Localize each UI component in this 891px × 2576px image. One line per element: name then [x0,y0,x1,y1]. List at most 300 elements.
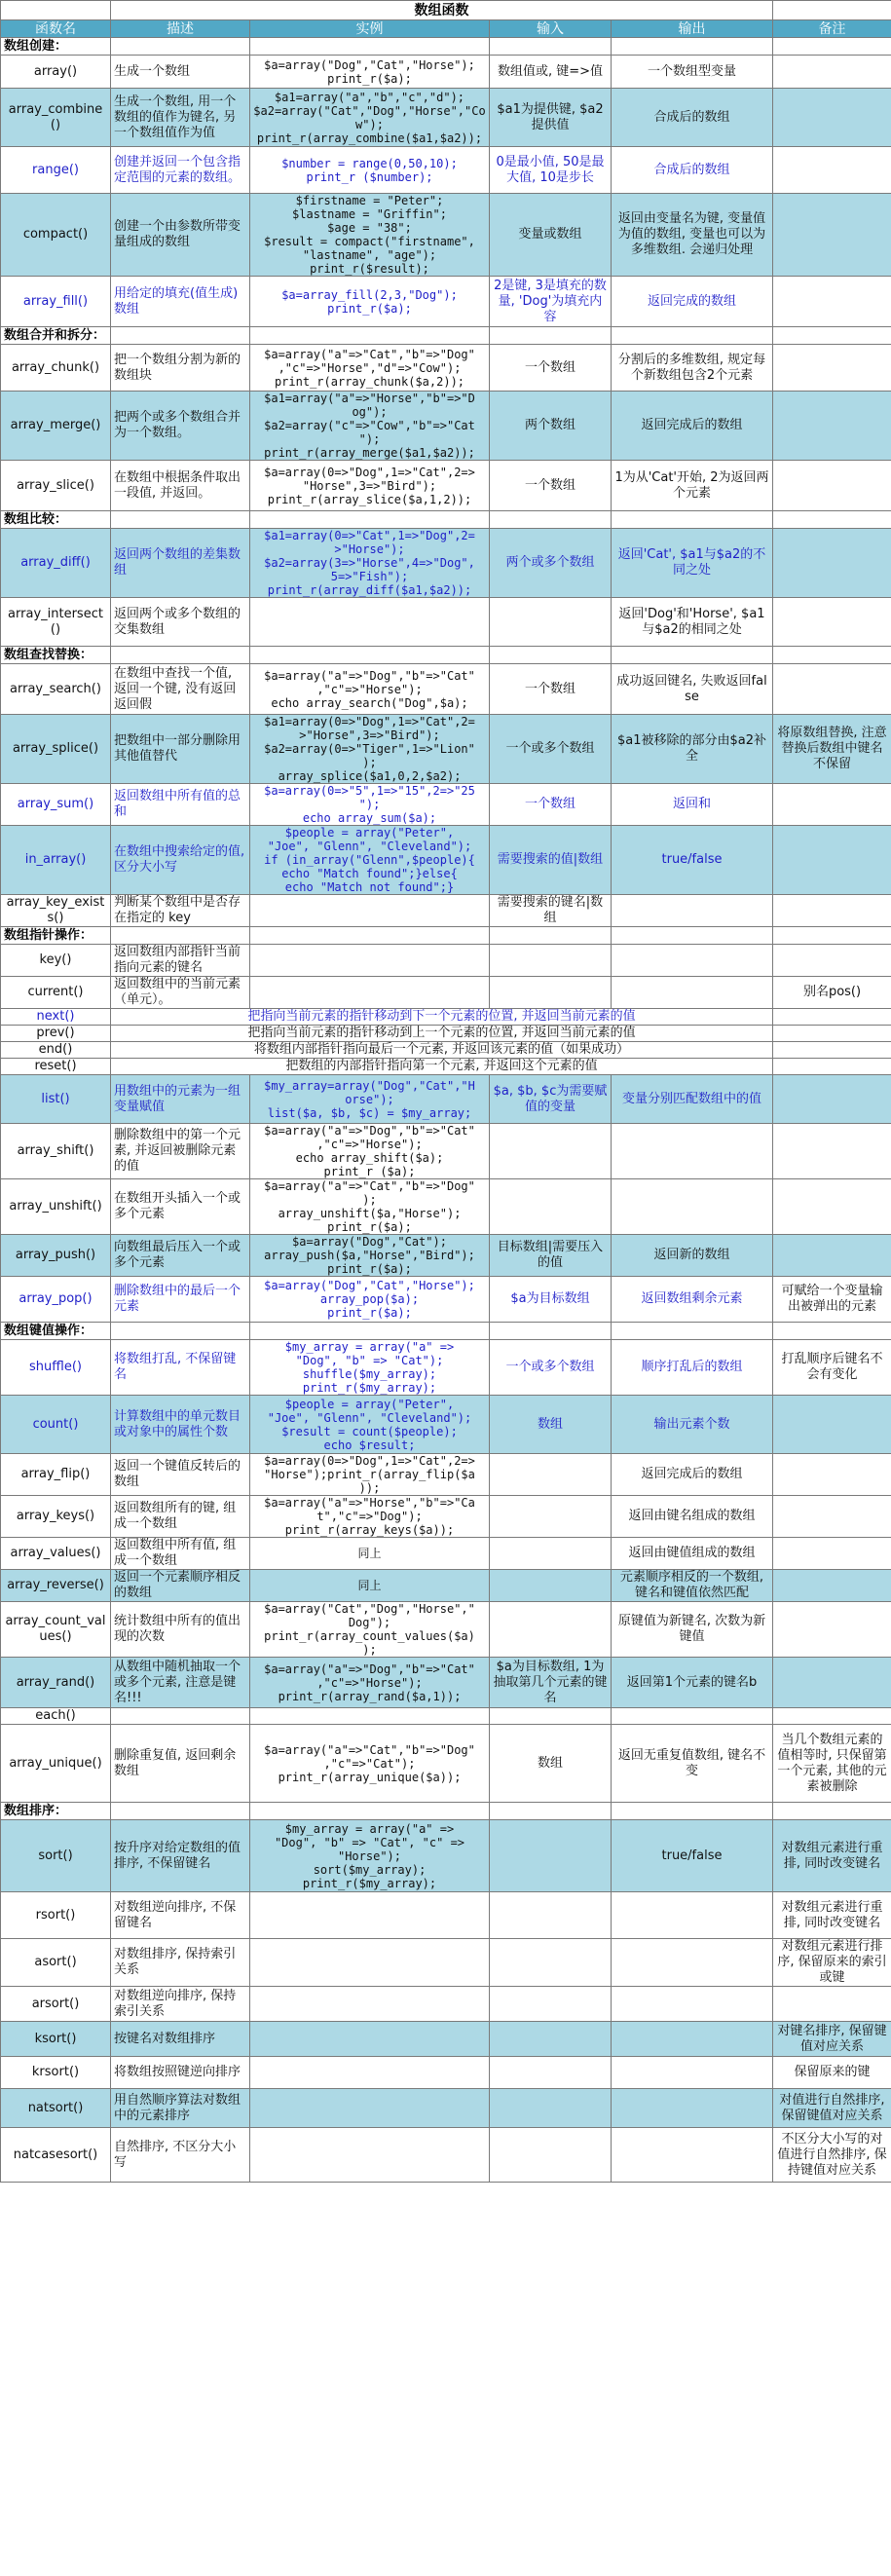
note-cell[interactable] [773,1496,891,1538]
input-cell[interactable] [490,1939,612,1987]
output-cell[interactable] [612,2022,773,2057]
example-cell[interactable]: $a=array(0=>"Dog",1=>"Cat",2=> "Horse",3=>"Bird"); print_r(array_slice($a,1,2)); [250,461,490,511]
description-cell[interactable]: 返回两个数组的差集数组 [111,529,250,598]
output-cell[interactable] [612,1124,773,1179]
output-cell[interactable] [612,2057,773,2089]
note-cell[interactable] [773,1396,891,1454]
function-name-cell[interactable]: asort() [1,1939,111,1987]
empty-cell[interactable] [490,1323,612,1340]
note-cell[interactable] [773,1026,891,1042]
description-cell[interactable]: 自然排序, 不区分大小写 [111,2128,250,2183]
input-cell[interactable]: 目标数组|需要压入的值 [490,1235,612,1277]
note-cell[interactable] [773,461,891,511]
function-name-cell[interactable]: array_flip() [1,1454,111,1496]
output-cell[interactable] [612,1708,773,1725]
note-cell[interactable] [773,392,891,461]
function-name-cell[interactable]: key() [1,945,111,977]
example-cell[interactable]: $people = array("Peter", "Joe", "Glenn", "Cleveland"); $result = count($people); echo $result; [250,1396,490,1454]
input-cell[interactable]: 一个数组 [490,784,612,826]
header-note[interactable]: 备注 [773,20,891,38]
example-cell[interactable] [250,1708,490,1725]
description-cell[interactable]: 判断某个数组中是否存在指定的 key [111,895,250,927]
header-output[interactable]: 输出 [612,20,773,38]
example-cell[interactable]: $a=array("a"=>"Dog","b"=>"Cat" ,"c"=>"Horse"); echo array_search("Dog",$a); [250,664,490,715]
function-name-cell[interactable]: shuffle() [1,1340,111,1396]
output-cell[interactable]: 返回由键值组成的数组 [612,1538,773,1570]
description-cell[interactable]: 把一个数组分割为新的数组块 [111,345,250,392]
note-cell[interactable] [773,1009,891,1026]
output-cell[interactable]: 分割后的多维数组, 规定每个新数组包含2个元素 [612,345,773,392]
note-cell[interactable] [773,89,891,147]
empty-cell[interactable] [490,38,612,56]
description-cell[interactable]: 创建一个由参数所带变量组成的数组 [111,194,250,277]
example-cell[interactable]: $a=array("a"=>"Cat","b"=>"Dog" ,"c"=>"Cat"); print_r(array_unique($a)); [250,1725,490,1803]
input-cell[interactable] [490,1820,612,1892]
function-name-cell[interactable]: array_push() [1,1235,111,1277]
output-cell[interactable]: 返回完成后的数组 [612,1454,773,1496]
function-name-cell[interactable]: array_fill() [1,277,111,327]
empty-cell[interactable] [111,1803,250,1820]
example-cell[interactable]: $a=array("a"=>"Dog","b"=>"Cat" ,"c"=>"Horse"); echo array_shift($a); print_r ($a); [250,1124,490,1179]
description-cell[interactable]: 将数组按照键逆向排序 [111,2057,250,2089]
note-cell[interactable] [773,56,891,89]
output-cell[interactable] [612,1987,773,2022]
function-name-cell[interactable]: array_slice() [1,461,111,511]
function-name-cell[interactable]: rsort() [1,1892,111,1939]
input-cell[interactable]: $a为目标数组, 1为抽取第几个元素的键名 [490,1658,612,1708]
function-name-cell[interactable]: ksort() [1,2022,111,2057]
empty-cell[interactable] [490,511,612,529]
description-cell[interactable]: 创建并返回一个包含指定范围的元素的数组。 [111,147,250,194]
function-name-cell[interactable]: array_diff() [1,529,111,598]
merged-description-cell[interactable]: 把指向当前元素的指针移动到下一个元素的位置, 并返回当前元素的值 [111,1009,773,1026]
output-cell[interactable]: 返回第1个元素的键名b [612,1658,773,1708]
input-cell[interactable] [490,1538,612,1570]
output-cell[interactable] [612,2128,773,2183]
note-cell[interactable] [773,1987,891,2022]
input-cell[interactable] [490,945,612,977]
input-cell[interactable]: 0是最小值, 50是最大值, 10是步长 [490,147,612,194]
function-name-cell[interactable]: each() [1,1708,111,1725]
function-name-cell[interactable]: range() [1,147,111,194]
function-name-cell[interactable]: array_search() [1,664,111,715]
example-cell[interactable]: $my_array=array("Dog","Cat","H orse"); list($a, $b, $c) = $my_array; [250,1075,490,1124]
input-cell[interactable] [490,1179,612,1235]
note-cell[interactable] [773,1124,891,1179]
note-cell[interactable] [773,345,891,392]
section-title[interactable]: 数组指针操作： [1,927,111,945]
input-cell[interactable] [490,2089,612,2128]
note-cell[interactable] [773,1570,891,1602]
description-cell[interactable]: 计算数组中的单元数目或对象中的属性个数 [111,1396,250,1454]
example-cell[interactable]: $a=array("a"=>"Horse","b"=>"Ca t","c"=>"Dog"); print_r(array_keys($a)); [250,1496,490,1538]
note-cell[interactable]: 保留原来的键 [773,2057,891,2089]
section-title[interactable]: 数组查找替换： [1,647,111,664]
output-cell[interactable]: true/false [612,1820,773,1892]
input-cell[interactable] [490,1892,612,1939]
example-cell[interactable] [250,2057,490,2089]
note-cell[interactable]: 打乱顺序后键名不会有变化 [773,1340,891,1396]
function-name-cell[interactable]: arsort() [1,1987,111,2022]
input-cell[interactable] [490,1987,612,2022]
empty-cell[interactable] [250,327,490,345]
example-cell[interactable]: $a=array("Cat","Dog","Horse"," Dog"); print_r(array_count_values($a) ); [250,1602,490,1658]
function-name-cell[interactable]: array_pop() [1,1277,111,1323]
description-cell[interactable]: 返回数组中所有值的总和 [111,784,250,826]
output-cell[interactable]: 返回由变量名为键, 变量值为值的数组, 变量也可以为多维数组. 会递归处理 [612,194,773,277]
example-cell[interactable]: $a=array("Dog","Cat","Horse"); print_r($a); [250,56,490,89]
description-cell[interactable]: 从数组中随机抽取一个或多个元素, 注意是键名!!! [111,1658,250,1708]
note-cell[interactable] [773,826,891,895]
note-cell[interactable] [773,1454,891,1496]
example-cell[interactable]: $a1=array("a","b","c","d"); $a2=array("Cat","Dog","Horse","Cow"); print_r(array_combine($a1,$a2)); [250,89,490,147]
description-cell[interactable]: 在数组中根据条件取出一段值, 并返回。 [111,461,250,511]
note-cell[interactable]: 对键名排序, 保留键值对应关系 [773,2022,891,2057]
note-cell[interactable] [773,1538,891,1570]
input-cell[interactable] [490,598,612,647]
description-cell[interactable]: 删除重复值, 返回剩余数组 [111,1725,250,1803]
empty-cell[interactable] [250,511,490,529]
description-cell[interactable]: 删除数组中的最后一个元素 [111,1277,250,1323]
output-cell[interactable]: 合成后的数组 [612,89,773,147]
empty-cell[interactable] [773,511,891,529]
output-cell[interactable]: 元素顺序相反的一个数组, 键名和键值依然匹配 [612,1570,773,1602]
note-cell[interactable] [773,194,891,277]
empty-cell[interactable] [111,927,250,945]
note-cell[interactable] [773,1075,891,1124]
note-cell[interactable]: 对数组元素进行重排, 同时改变键名 [773,1892,891,1939]
example-cell[interactable] [250,2022,490,2057]
function-name-cell[interactable]: end() [1,1042,111,1059]
note-cell[interactable] [773,1602,891,1658]
function-name-cell[interactable]: array_values() [1,1538,111,1570]
output-cell[interactable] [612,1179,773,1235]
note-cell[interactable]: 可赋给一个变量输出被弹出的元素 [773,1277,891,1323]
output-cell[interactable] [612,977,773,1009]
merged-description-cell[interactable]: 把数组的内部指针指向第一个元素, 并返回这个元素的值 [111,1059,773,1075]
note-cell[interactable]: 对值进行自然排序, 保留键值对应关系 [773,2089,891,2128]
empty-cell[interactable] [250,1323,490,1340]
description-cell[interactable]: 把数组中一部分删除用其他值替代 [111,715,250,784]
input-cell[interactable]: 数组 [490,1396,612,1454]
function-name-cell[interactable]: count() [1,1396,111,1454]
example-cell[interactable]: $a1=array(0=>"Cat",1=>"Dog",2= >"Horse"); $a2=array(3=>"Horse",4=>"Dog", 5=>"Fish"); print_r(array_diff($a1,$a2)); [250,529,490,598]
output-cell[interactable] [612,1939,773,1987]
output-cell[interactable] [612,1892,773,1939]
description-cell[interactable]: 统计数组中所有的值出现的次数 [111,1602,250,1658]
input-cell[interactable] [490,1708,612,1725]
description-cell[interactable]: 按升序对给定数组的值排序, 不保留键名 [111,1820,250,1892]
empty-cell[interactable] [111,1323,250,1340]
sheet-title[interactable]: 数组函数 [111,1,773,20]
example-cell[interactable]: $a1=array(0=>"Dog",1=>"Cat",2= >"Horse",3=>"Bird"); $a2=array(0=>"Tiger",1=>"Lion" ); array_splice($a1,0,2,$a2); [250,715,490,784]
empty-cell[interactable] [111,327,250,345]
description-cell[interactable]: 用给定的填充(值生成)数组 [111,277,250,327]
output-cell[interactable]: 一个数组型变量 [612,56,773,89]
note-cell[interactable] [773,1708,891,1725]
description-cell[interactable]: 返回数组中所有值, 组成一个数组 [111,1538,250,1570]
input-cell[interactable] [490,1496,612,1538]
empty-cell[interactable] [612,511,773,529]
description-cell[interactable]: 返回一个键值反转后的数组 [111,1454,250,1496]
note-cell[interactable] [773,1658,891,1708]
output-cell[interactable] [612,945,773,977]
header-function-name[interactable]: 函数名 [1,20,111,38]
empty-cell[interactable] [612,1323,773,1340]
empty-cell[interactable] [773,1323,891,1340]
empty-cell[interactable] [773,647,891,664]
input-cell[interactable]: $a1为提供键, $a2提供值 [490,89,612,147]
function-name-cell[interactable]: array_chunk() [1,345,111,392]
output-cell[interactable] [612,2089,773,2128]
function-name-cell[interactable]: array_keys() [1,1496,111,1538]
function-name-cell[interactable]: sort() [1,1820,111,1892]
input-cell[interactable]: 一个数组 [490,345,612,392]
function-name-cell[interactable]: array_unshift() [1,1179,111,1235]
section-title[interactable]: 数组键值操作： [1,1323,111,1340]
description-cell[interactable]: 对数组逆向排序, 不保留键名 [111,1892,250,1939]
example-cell[interactable] [250,2128,490,2183]
empty-cell[interactable] [773,327,891,345]
example-cell[interactable]: $my_array = array("a" => "Dog", "b" => "Cat"); shuffle($my_array); print_r($my_array); [250,1340,490,1396]
example-cell[interactable]: $a=array("Dog","Cat","Horse"); array_pop($a); print_r($a); [250,1277,490,1323]
example-cell[interactable]: $my_array = array("a" => "Dog", "b" => "Cat", "c" => "Horse"); sort($my_array); print_r($my_array); [250,1820,490,1892]
empty-cell[interactable] [773,1803,891,1820]
example-cell[interactable]: $a=array(0=>"5",1=>"15",2=>"25 "); echo array_sum($a); [250,784,490,826]
note-cell[interactable] [773,784,891,826]
output-cell[interactable] [612,895,773,927]
section-title[interactable]: 数组创建： [1,38,111,56]
empty-cell[interactable] [612,327,773,345]
empty-cell[interactable] [250,647,490,664]
input-cell[interactable]: 需要搜索的键名|数组 [490,895,612,927]
empty-cell[interactable] [490,327,612,345]
output-cell[interactable]: 合成后的数组 [612,147,773,194]
note-cell[interactable] [773,147,891,194]
output-cell[interactable]: true/false [612,826,773,895]
empty-cell[interactable] [490,927,612,945]
description-cell[interactable]: 返回一个元素顺序相反的数组 [111,1570,250,1602]
note-cell[interactable] [773,1042,891,1059]
input-cell[interactable] [490,1124,612,1179]
merged-description-cell[interactable]: 把指向当前元素的指针移动到上一个元素的位置, 并返回当前元素的值 [111,1026,773,1042]
section-title[interactable]: 数组排序： [1,1803,111,1820]
description-cell[interactable]: 返回数组中的当前元素（单元）。 [111,977,250,1009]
example-cell[interactable] [250,1939,490,1987]
description-cell[interactable]: 按键名对数组排序 [111,2022,250,2057]
note-cell[interactable] [773,277,891,327]
function-name-cell[interactable]: in_array() [1,826,111,895]
input-cell[interactable]: 一个或多个数组 [490,1340,612,1396]
description-cell[interactable]: 返回两个或多个数组的交集数组 [111,598,250,647]
output-cell[interactable]: 返回'Dog'和'Horse', $a1与$a2的相同之处 [612,598,773,647]
description-cell[interactable]: 在数组中查找一个值, 返回一个键, 没有返回返回假 [111,664,250,715]
header-input[interactable]: 输入 [490,20,612,38]
input-cell[interactable] [490,1454,612,1496]
input-cell[interactable]: 两个或多个数组 [490,529,612,598]
function-name-cell[interactable]: natcasesort() [1,2128,111,2183]
input-cell[interactable]: 一个或多个数组 [490,715,612,784]
note-cell[interactable] [773,945,891,977]
description-cell[interactable]: 生成一个数组, 用一个数组的值作为键名, 另一个数组值作为值 [111,89,250,147]
example-cell[interactable]: $a=array("a"=>"Cat","b"=>"Dog" ,"c"=>"Horse","d"=>"Cow"); print_r(array_chunk($a,2)); [250,345,490,392]
note-cell[interactable]: 别名pos() [773,977,891,1009]
empty-cell[interactable] [490,647,612,664]
note-cell[interactable] [773,1235,891,1277]
section-title[interactable]: 数组比较： [1,511,111,529]
output-cell[interactable]: $a1被移除的部分由$a2补全 [612,715,773,784]
output-cell[interactable]: 成功返回键名, 失败返回false [612,664,773,715]
output-cell[interactable]: 返回完成后的数组 [612,392,773,461]
input-cell[interactable]: 2是键, 3是填充的数量, 'Dog'为填充内容 [490,277,612,327]
example-cell[interactable]: $a1=array("a"=>"Horse","b"=>"D og"); $a2=array("c"=>"Cow","b"=>"Cat "); print_r(array_merge($a1,$a2)); [250,392,490,461]
note-cell[interactable]: 不区分大小写的对值进行自然排序, 保持键值对应关系 [773,2128,891,2183]
input-cell[interactable] [490,2128,612,2183]
empty-cell[interactable] [773,927,891,945]
function-name-cell[interactable]: array_rand() [1,1658,111,1708]
output-cell[interactable]: 返回完成的数组 [612,277,773,327]
function-name-cell[interactable]: compact() [1,194,111,277]
function-name-cell[interactable]: list() [1,1075,111,1124]
input-cell[interactable] [490,1570,612,1602]
description-cell[interactable] [111,1708,250,1725]
description-cell[interactable]: 把两个或多个数组合并为一个数组。 [111,392,250,461]
function-name-cell[interactable]: natsort() [1,2089,111,2128]
input-cell[interactable]: 变量或数组 [490,194,612,277]
note-cell[interactable] [773,598,891,647]
empty-cell[interactable] [612,38,773,56]
function-name-cell[interactable]: array_key_exists() [1,895,111,927]
function-name-cell[interactable]: array_intersect() [1,598,111,647]
input-cell[interactable]: 需要搜索的值|数组 [490,826,612,895]
input-cell[interactable]: 一个数组 [490,664,612,715]
example-cell[interactable]: $a=array("a"=>"Dog","b"=>"Cat" ,"c"=>"Horse"); print_r(array_rand($a,1)); [250,1658,490,1708]
output-cell[interactable]: 返回'Cat', $a1与$a2的不同之处 [612,529,773,598]
note-cell[interactable] [773,895,891,927]
output-cell[interactable]: 顺序打乱后的数组 [612,1340,773,1396]
example-cell[interactable]: $a=array("a"=>"Cat","b"=>"Dog" ); array_unshift($a,"Horse"); print_r($a); [250,1179,490,1235]
example-cell[interactable] [250,1892,490,1939]
function-name-cell[interactable]: array_combine() [1,89,111,147]
description-cell[interactable]: 返回数组内部指针当前指向元素的键名 [111,945,250,977]
output-cell[interactable]: 返回数组剩余元素 [612,1277,773,1323]
input-cell[interactable]: 数组 [490,1725,612,1803]
output-cell[interactable]: 返回和 [612,784,773,826]
empty-cell[interactable] [612,1803,773,1820]
description-cell[interactable]: 将数组打乱, 不保留键名 [111,1340,250,1396]
empty-cell[interactable] [250,38,490,56]
input-cell[interactable] [490,2057,612,2089]
function-name-cell[interactable]: array_reverse() [1,1570,111,1602]
note-cell[interactable] [773,664,891,715]
empty-cell[interactable] [773,38,891,56]
input-cell[interactable] [490,2022,612,2057]
description-cell[interactable]: 返回数组所有的键, 组成一个数组 [111,1496,250,1538]
example-cell[interactable]: $a=array_fill(2,3,"Dog"); print_r($a); [250,277,490,327]
description-cell[interactable]: 删除数组中的第一个元素, 并返回被删除元素的值 [111,1124,250,1179]
function-name-cell[interactable]: array_unique() [1,1725,111,1803]
section-title[interactable]: 数组合并和拆分： [1,327,111,345]
input-cell[interactable]: $a为目标数组 [490,1277,612,1323]
input-cell[interactable]: 一个数组 [490,461,612,511]
input-cell[interactable]: 数组值或, 键=>值 [490,56,612,89]
input-cell[interactable]: $a, $b, $c为需要赋值的变量 [490,1075,612,1124]
example-cell[interactable] [250,598,490,647]
description-cell[interactable]: 对数组逆向排序, 保持索引关系 [111,1987,250,2022]
note-cell[interactable] [773,1179,891,1235]
empty-cell[interactable] [490,1803,612,1820]
function-name-cell[interactable]: array_count_values() [1,1602,111,1658]
note-cell[interactable]: 对数组元素进行排序, 保留原来的索引或键 [773,1939,891,1987]
example-cell[interactable]: 同上 [250,1570,490,1602]
example-cell[interactable]: $number = range(0,50,10); print_r ($number); [250,147,490,194]
description-cell[interactable]: 在数组开头插入一个或多个元素 [111,1179,250,1235]
function-name-cell[interactable]: next() [1,1009,111,1026]
empty-cell[interactable] [250,927,490,945]
description-cell[interactable]: 生成一个数组 [111,56,250,89]
note-cell[interactable] [773,529,891,598]
description-cell[interactable]: 在数组中搜索给定的值, 区分大小写 [111,826,250,895]
note-cell[interactable] [773,1059,891,1075]
input-cell[interactable] [490,977,612,1009]
input-cell[interactable] [490,1602,612,1658]
output-cell[interactable]: 原键值为新键名, 次数为新键值 [612,1602,773,1658]
description-cell[interactable]: 向数组最后压入一个或多个元素 [111,1235,250,1277]
note-cell[interactable]: 对数组元素进行重排, 同时改变键名 [773,1820,891,1892]
example-cell[interactable] [250,1987,490,2022]
output-cell[interactable]: 返回新的数组 [612,1235,773,1277]
description-cell[interactable]: 对数组排序, 保持索引关系 [111,1939,250,1987]
description-cell[interactable]: 用自然顺序算法对数组中的元素排序 [111,2089,250,2128]
function-name-cell[interactable]: array_splice() [1,715,111,784]
output-cell[interactable]: 输出元素个数 [612,1396,773,1454]
function-name-cell[interactable]: reset() [1,1059,111,1075]
function-name-cell[interactable]: krsort() [1,2057,111,2089]
empty-cell[interactable] [111,38,250,56]
output-cell[interactable]: 返回由键名组成的数组 [612,1496,773,1538]
function-name-cell[interactable]: prev() [1,1026,111,1042]
empty-cell[interactable] [612,927,773,945]
output-cell[interactable]: 返回无重复值数组, 键名不变 [612,1725,773,1803]
example-cell[interactable]: $a=array(0=>"Dog",1=>"Cat",2=> "Horse");print_r(array_flip($a )); [250,1454,490,1496]
merged-description-cell[interactable]: 将数组内部指针指向最后一个元素, 并返回该元素的值（如果成功） [111,1042,773,1059]
example-cell[interactable] [250,2089,490,2128]
output-cell[interactable]: 变量分别匹配数组中的值 [612,1075,773,1124]
empty-cell[interactable] [111,511,250,529]
note-cell[interactable]: 将原数组替换, 注意替换后数组中键名不保留 [773,715,891,784]
function-name-cell[interactable]: current() [1,977,111,1009]
empty-cell[interactable] [250,1803,490,1820]
empty-cell[interactable] [111,647,250,664]
example-cell[interactable]: $a=array("Dog","Cat"); array_push($a,"Horse","Bird"); print_r($a); [250,1235,490,1277]
input-cell[interactable]: 两个数组 [490,392,612,461]
function-name-cell[interactable]: array_merge() [1,392,111,461]
function-name-cell[interactable]: array() [1,56,111,89]
empty-cell[interactable] [612,647,773,664]
output-cell[interactable]: 1为从'Cat'开始, 2为返回两个元素 [612,461,773,511]
function-name-cell[interactable]: array_sum() [1,784,111,826]
note-cell[interactable]: 当几个数组元素的值相等时, 只保留第一个元素, 其他的元素被删除 [773,1725,891,1803]
example-cell[interactable] [250,945,490,977]
description-cell[interactable]: 用数组中的元素为一组变量赋值 [111,1075,250,1124]
example-cell[interactable]: $people = array("Peter", "Joe", "Glenn", "Cleveland"); if (in_array("Glenn",$people){ echo "Match found";}else{ echo "Match not found";} [250,826,490,895]
header-description[interactable]: 描述 [111,20,250,38]
example-cell[interactable] [250,977,490,1009]
example-cell[interactable]: $firstname = "Peter"; $lastname = "Griffin"; $age = "38"; $result = compact("firstname", "lastname", "age"); print_r($result); [250,194,490,277]
function-name-cell[interactable]: array_shift() [1,1124,111,1179]
example-cell[interactable]: 同上 [250,1538,490,1570]
example-cell[interactable] [250,895,490,927]
